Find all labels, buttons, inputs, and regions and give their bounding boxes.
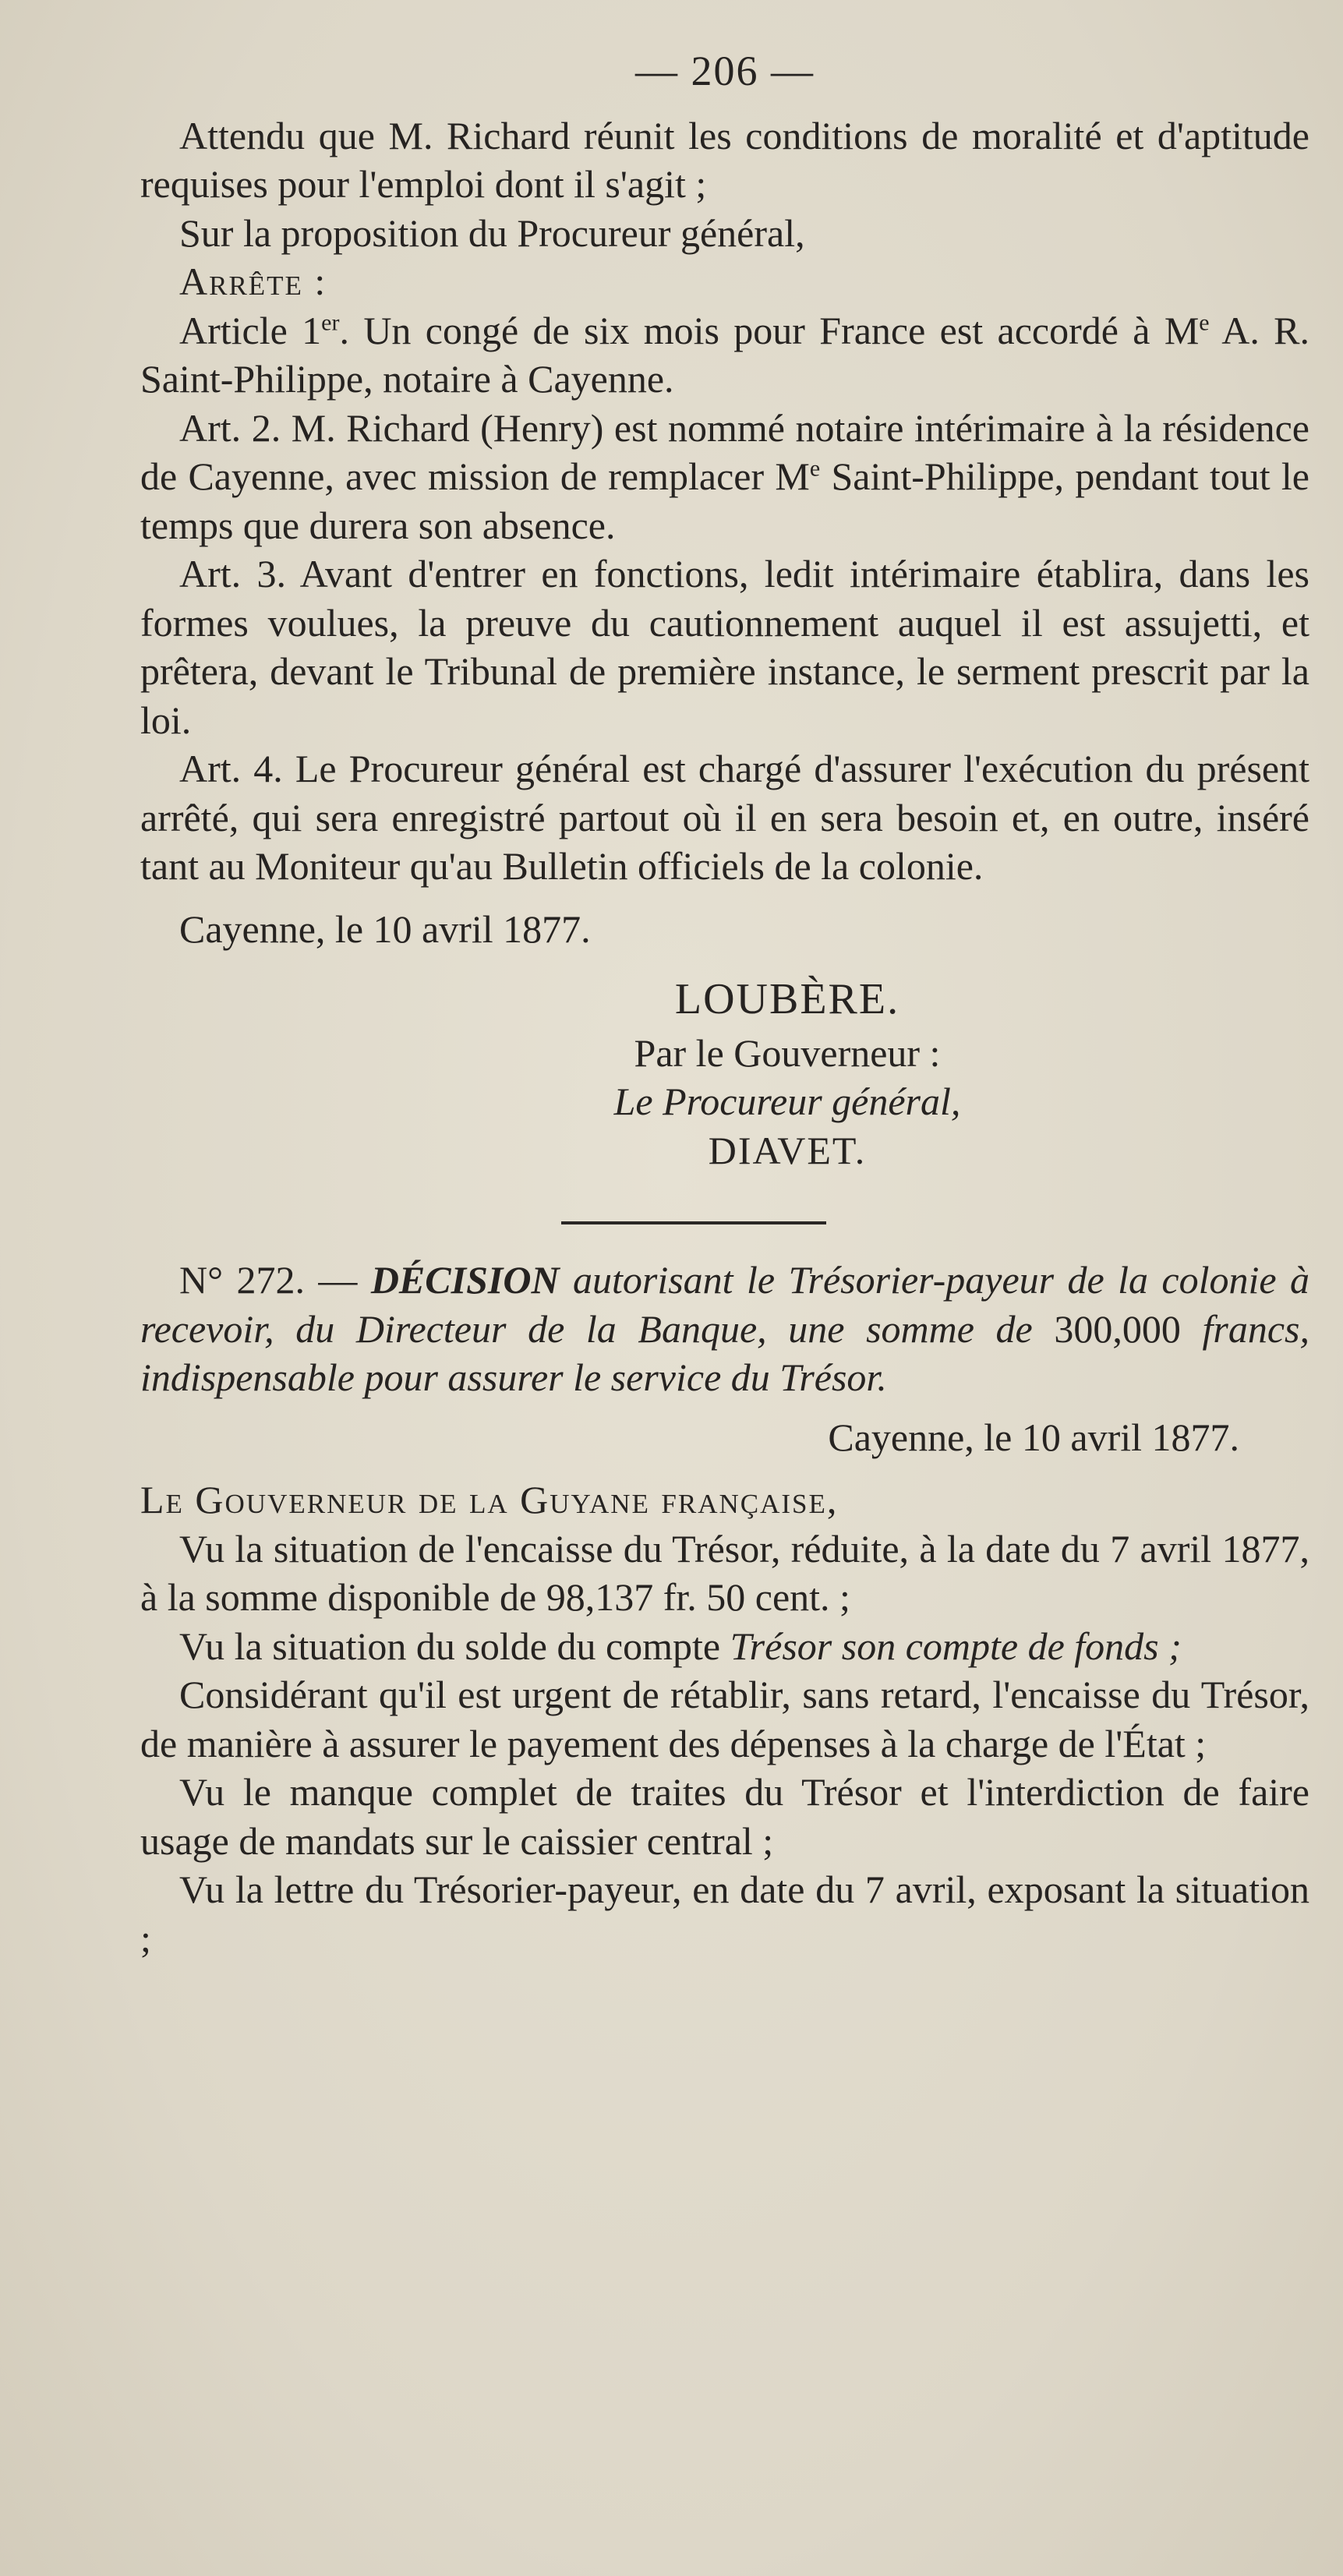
signature-block: [140, 975, 1309, 1175]
paragraph-attendu: Attendu que M. Richard réunit les conditions de moralité et d'aptitude requises pour l'emploi dont il s'agit ;: [140, 113, 1309, 206]
paragraph-traites: Vu le manque complet de traites du Trésor et l'interdiction de faire usage de mandats sur le caissier central ;: [140, 1770, 1309, 1863]
decision-title-1: DÉCISION: [370, 1258, 560, 1302]
page-text: [140, 47, 1309, 1963]
solde-italic: Trésor son compte de fonds ;: [730, 1624, 1182, 1668]
article-1-sup: er: [321, 309, 340, 335]
place-date: Cayenne, le 10 avril 1877.: [179, 906, 591, 951]
article-2: [140, 404, 1309, 550]
signature-name: LOUBÈRE.: [674, 975, 900, 1023]
signature-countersign: DIAVET.: [708, 1128, 867, 1172]
article-2-text: Art. 2. M. Richard (Henry) est nommé notaire intérimaire à la résidence de Cayenne, avec mission de remplacer M: [140, 405, 1309, 498]
paragraph-solde: [140, 1622, 1309, 1671]
article-1-prefix: Article 1: [179, 308, 322, 352]
signature-par: Par le Gouverneur :: [634, 1030, 941, 1075]
signature-role: Le Procureur général,: [613, 1080, 961, 1123]
decision-number: N° 272. —: [179, 1258, 358, 1302]
article-2-text2: Saint-Philippe, pendant tout le temps que durera son absence.: [140, 454, 1309, 547]
article-3: Art. 3. Avant d'entrer en fonctions, ledit intérimaire établira, dans les formes voulues, la preuve du cautionnement auquel il est assujetti, et prêtera, devant le Tribunal de première instance, le serment prescrit par la loi.: [140, 552, 1309, 742]
arrete-heading: Arrête :: [179, 260, 327, 303]
decision-heading: [140, 1256, 1309, 1402]
decision-title-3: francs, indispensable pour assurer le service du Trésor.: [140, 1306, 1310, 1399]
article-1-sup2: e: [1199, 309, 1210, 335]
article-4: Art. 4. Le Procureur général est chargé d'assurer l'exécution du présent arrêté, qui sera enregistré partout où il en sera besoin et, en outre, inséré tant au Moniteur qu'au Bulletin officiels de la colonie.: [140, 747, 1309, 888]
article-2-sup: e: [809, 455, 821, 482]
article-1-text: . Un congé de six mois pour France est accordé à M: [339, 308, 1200, 352]
section-divider: [561, 1221, 826, 1224]
article-1-text2: A. R. Saint-Philippe, notaire à Cayenne.: [140, 308, 1310, 401]
page-number: — 206 —: [635, 48, 815, 94]
paragraph-considerant: Considérant qu'il est urgent de rétablir, sans retard, l'encaisse du Trésor, de manière à assurer le payement des dépenses à la charge de l'État ;: [140, 1673, 1309, 1765]
article-1: [140, 306, 1309, 404]
gouverneur-line: Le Gouverneur de la Guyane française,: [140, 1478, 839, 1521]
paragraph-proposition: Sur la proposition du Procureur général,: [179, 210, 805, 255]
decision-amount: 300,000: [1054, 1306, 1181, 1351]
decision-date: Cayenne, le 10 avril 1877.: [828, 1415, 1239, 1459]
decision-title-2: autorisant le Trésorier-payeur de la colonie à recevoir, du Directeur de la Banque, une somme de: [140, 1258, 1309, 1351]
solde-prefix: Vu la situation du solde du compte: [179, 1624, 730, 1668]
paragraph-encaisse: Vu la situation de l'encaisse du Trésor, réduite, à la date du 7 avril 1877, à la somme disponible de 98,137 fr. 50 cent. ;: [140, 1526, 1309, 1619]
paragraph-lettre: Vu la lettre du Trésorier-payeur, en date du 7 avril, exposant la situation ;: [140, 1868, 1309, 1960]
